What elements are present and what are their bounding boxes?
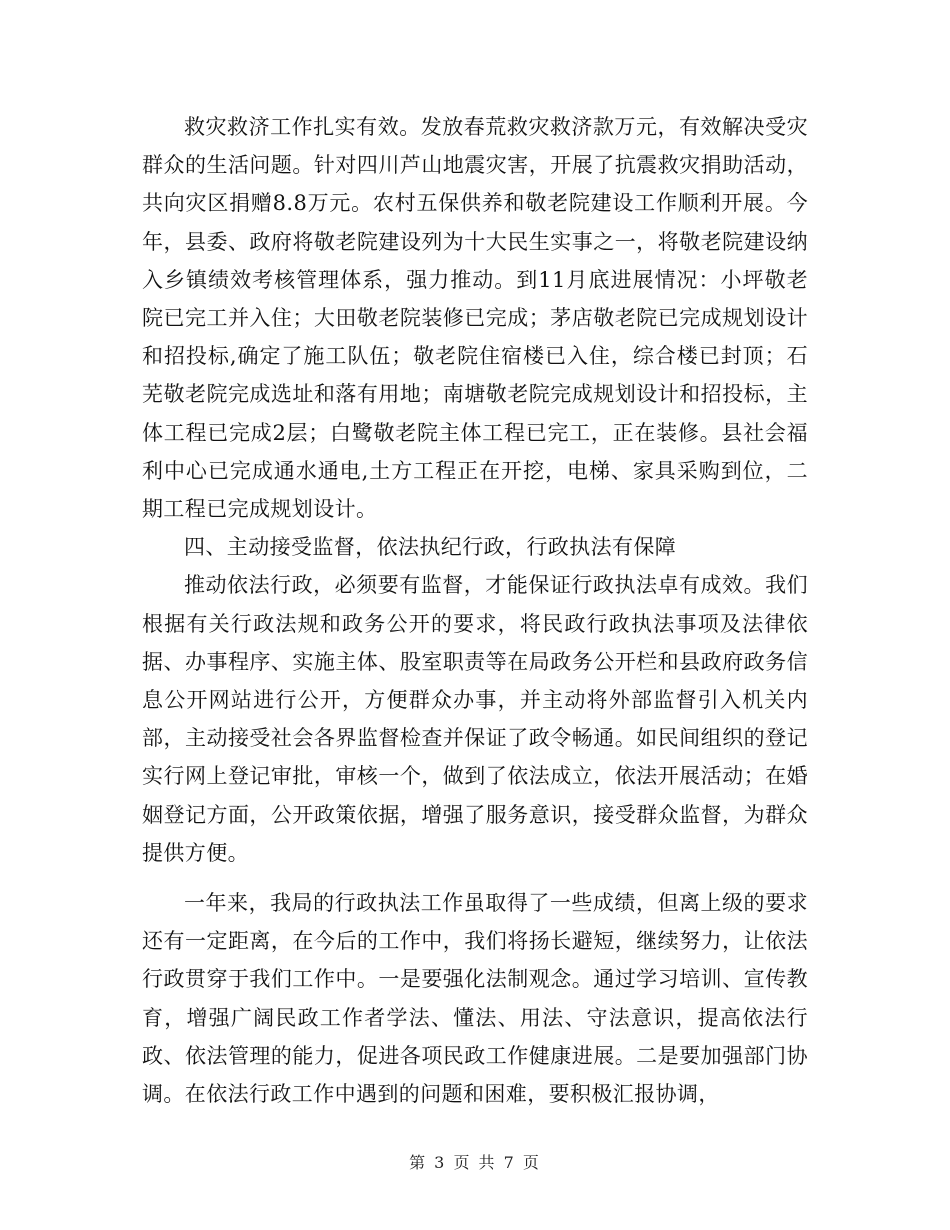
footer-suffix: 页 bbox=[522, 1153, 541, 1172]
paragraph-disaster-relief: 救灾救济工作扎实有效。发放春荒救灾救济款万元，有效解决受灾群众的生活问题。针对四川芦山地震灾害，开展了抗震救灾捐助活动，共向灾区捐赠8.8万元。农村五保供养和敬老院建设工作顺利开展。今年，县委、政府将敬老院建设列为十大民生实事之一，将敬老院建设纳入乡镇绩效考核管理体系，强力推动。到11月底进展情况：小坪敬老院已完工并入住；大田敬老院装修已完成；茅店敬老院已完成规划设计和招投标,确定了施工队伍；敬老院住宿楼已入住，综合楼已封顶；石芜敬老院完成选址和落有用地；南塘敬老院完成规划设计和招投标，主体工程已完成2层；白鹭敬老院主体工程已完工，正在装修。县社会福利中心已完成通水通电,土方工程正在开挖，电梯、家具采购到位，二期工程已完成规划设计。 bbox=[142, 115, 808, 522]
paragraph-supervision: 推动依法行政，必须要有监督，才能保证行政执法卓有成效。我们根据有关行政法规和政务公开的要求，将民政行政执法事项及法律依据、办事程序、实施主体、股室职责等在局政务公开栏和县政府政务信息公开网站进行公开，方便群众办事，并主动将外部监督引入机关内部，主动接受社会各界监督检查并保证了政令畅通。如民间组织的登记实行网上登记审批，审核一个，做到了依法成立，依法开展活动；在婚姻登记方面，公开政策依据，增强了服务意识，接受群众监督，为群众提供方便。 bbox=[142, 573, 808, 865]
section-heading-supervision: 四、主动接受监督，依法执纪行政，行政执法有保障 bbox=[184, 535, 677, 560]
footer-middle: 页 共 bbox=[453, 1153, 497, 1172]
footer-total-pages: 7 bbox=[503, 1153, 516, 1172]
page-footer bbox=[0, 1150, 950, 1173]
footer-current-page: 3 bbox=[434, 1153, 447, 1172]
document-body bbox=[142, 108, 808, 1113]
paragraph-summary: 一年来，我局的行政执法工作虽取得了一些成绩，但离上级的要求还有一定距离，在今后的工作中，我们将扬长避短，继续努力，让依法行政贯穿于我们工作中。一是要强化法制观念。通过学习培训、宣传教育，增强广阔民政工作者学法、懂法、用法、守法意识，提高依法行政、依法管理的能力，促进各项民政工作健康进展。二是要加强部门协调。在依法行政工作中遇到的问题和困难，要积极汇报协调， bbox=[142, 891, 808, 1107]
footer-prefix: 第 bbox=[409, 1153, 428, 1172]
